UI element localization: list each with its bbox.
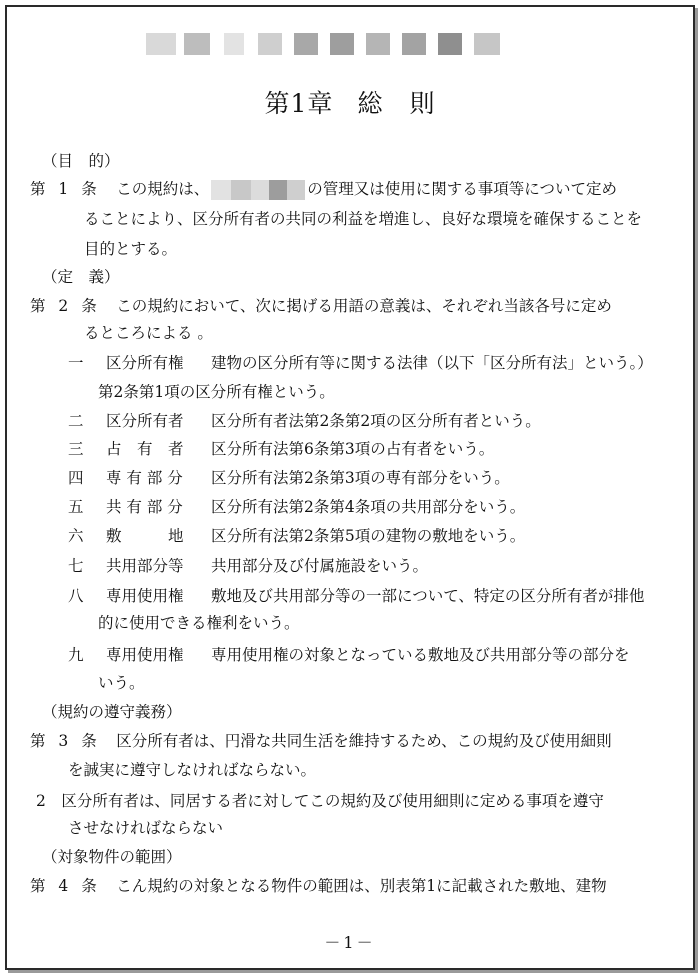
item-definition: 区分所有者法第2条第2項の区分所有者という。 xyxy=(211,412,541,430)
item-term: 専用使用権 xyxy=(106,646,184,664)
item-term: 専 有 部 分 xyxy=(106,469,183,487)
article-3-label: 第 3 条 xyxy=(30,732,101,750)
item-number: 六 xyxy=(68,527,84,545)
definition-item-1-cont: 第2条第1項の区分所有権という。 xyxy=(98,383,335,401)
item-definition: 共用部分及び付属施設をいう。 xyxy=(211,557,429,575)
article-1-heading: （目 的） xyxy=(42,152,120,170)
article-4-heading: （対象物件の範囲） xyxy=(42,848,182,866)
article-4-text: こん規約の対象となる物件の範囲は、別表第1に記載された敷地、建物 xyxy=(116,877,607,895)
definition-item-6 xyxy=(68,526,525,546)
redacted-header xyxy=(146,33,510,55)
article-3-line-1 xyxy=(30,731,612,751)
article-2-heading: （定 義） xyxy=(42,268,120,286)
item-definition: 建物の区分所有等に関する法律（以下「区分所有法」という。） xyxy=(211,354,653,372)
definition-item-1 xyxy=(68,353,653,373)
definition-item-4 xyxy=(68,468,510,488)
definition-item-2 xyxy=(68,411,541,431)
definition-item-3 xyxy=(68,439,494,459)
article-2-text: この規約において、次に掲げる用語の意義は、それぞれ当該各号に定め xyxy=(116,297,612,315)
definition-item-9 xyxy=(68,645,630,665)
chapter-name: 総 則 xyxy=(357,89,436,118)
item-definition: 区分所有法第6条第3項の占有者をいう。 xyxy=(211,440,495,458)
article-1-line-3: 目的とする。 xyxy=(84,240,178,258)
item-term: 専用使用権 xyxy=(106,587,184,605)
item-term: 区分所有権 xyxy=(106,354,184,372)
article-4-line-1 xyxy=(30,876,607,896)
chapter-number: 第1章 xyxy=(264,89,334,118)
item-number: 一 xyxy=(68,354,84,372)
item-term: 区分所有者 xyxy=(106,412,184,430)
definition-item-5 xyxy=(68,497,525,517)
article-1-label: 第 1 条 xyxy=(30,180,101,198)
article-4-label: 第 4 条 xyxy=(30,877,101,895)
article-3-line-2: を誠実に遵守しなければならない。 xyxy=(68,761,317,779)
definition-item-8-cont: 的に使用できる権利をいう。 xyxy=(98,614,300,632)
article-3-text: 区分所有者は、円滑な共同生活を維持するため、この規約及び使用細則 xyxy=(116,732,612,750)
item-number: 九 xyxy=(68,646,84,664)
article-3-para-2 xyxy=(36,791,604,811)
article-1-text-after: の管理又は使用に関する事項等について定め xyxy=(307,180,617,198)
item-number: 三 xyxy=(68,440,84,458)
item-number: 七 xyxy=(68,557,84,575)
article-2-line-2: るところによる 。 xyxy=(84,324,213,342)
paragraph-text: 区分所有者は、同居する者に対してこの規約及び使用細則に定める事項を遵守 xyxy=(61,792,604,810)
item-number: 五 xyxy=(68,498,84,516)
article-1-line-2: ることにより、区分所有者の共同の利益を増進し、良好な環境を確保することを xyxy=(84,210,643,228)
definition-item-9-cont: いう。 xyxy=(98,674,145,692)
item-term: 占 有 者 xyxy=(106,440,184,458)
definition-item-7 xyxy=(68,556,428,576)
article-2-line-1 xyxy=(30,296,612,316)
item-definition: 区分所有法第2条第3項の専有部分をいう。 xyxy=(211,469,510,487)
item-term: 共用部分等 xyxy=(106,557,184,575)
item-number: 八 xyxy=(68,587,84,605)
chapter-title xyxy=(0,84,700,120)
paragraph-number: 2 xyxy=(36,792,46,810)
item-definition: 敷地及び共用部分等の一部について、特定の区分所有者が排他 xyxy=(211,587,645,605)
item-definition: 区分所有法第2条第5項の建物の敷地をいう。 xyxy=(211,527,526,545)
item-number: 二 xyxy=(68,412,84,430)
definition-item-8 xyxy=(68,586,644,606)
page-number: －1－ xyxy=(324,933,376,952)
item-term: 敷 地 xyxy=(106,527,184,545)
item-term: 共 有 部 分 xyxy=(106,498,183,516)
article-3-para-2-line-2: させなければならない xyxy=(68,819,224,837)
article-1-line-1 xyxy=(30,179,617,200)
item-definition: 専用使用権の対象となっている敷地及び共用部分等の部分を xyxy=(211,646,630,664)
article-2-label: 第 2 条 xyxy=(30,297,101,315)
item-definition: 区分所有法第2条第4条項の共用部分をいう。 xyxy=(211,498,526,516)
item-number: 四 xyxy=(68,469,84,487)
article-1-text-before: この規約は、 xyxy=(116,180,210,198)
article-3-heading: （規約の遵守義務） xyxy=(42,703,182,721)
redacted-property-name xyxy=(211,180,305,200)
